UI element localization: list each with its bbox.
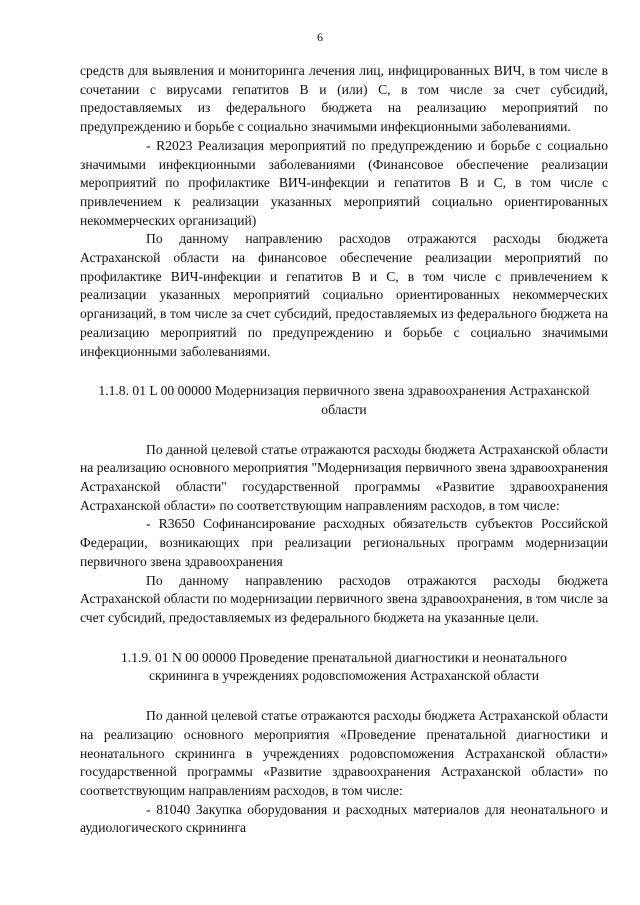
section-heading-1-1-9: 1.1.9. 01 N 00 00000 Проведение пренатальной диагностики и неонатального скрининга в учреждениях родовспоможения Астраханской области bbox=[121, 649, 567, 684]
paragraph-continuation: средств для выявления и мониторинга лечения лиц, инфицированных ВИЧ, в том числе в сочетании с вирусами гепатитов В и (или) С, в том числе за счет субсидий, предоставляемых из федерального бюджета на реализацию мероприятий по предупреждению и борьбе с социально значимыми инфекционными заболеваниями. bbox=[80, 63, 608, 135]
paragraph-r2023: - R2023 Реализация мероприятий по предупреждению и борьбе с социально значимыми инфекционными заболеваниями (Финансовое обеспечение реализации мероприятий по профилактике ВИЧ-инфекции и гепатитов В и С, в том числе с привлечением к реализации указанных мероприятий социально ориентированных некоммерческих организаций) bbox=[80, 137, 608, 228]
paragraph-1-1-9-intro: По данной целевой статье отражаются расходы бюджета Астраханской области на реализацию основного мероприятия «Проведение пренатальной диагностики и неонатального скрининга в учреждениях родовспоможения Астраханской области» государственной программы «Развитие здравоохранения Астраханской области» по соответствующим направлениям расходов, в том числе: bbox=[80, 708, 608, 798]
page-body bbox=[80, 62, 608, 838]
paragraph-r3650-description: По данному направлению расходов отражаются расходы бюджета Астраханской области по модернизации первичного звена здравоохранения, в том числе за счет субсидий, предоставляемых из федерального бюджета на указанные цели. bbox=[80, 572, 608, 625]
paragraph-r2023-description: По данному направлению расходов отражаются расходы бюджета Астраханской области на финансовое обеспечение реализации мероприятий по профилактике ВИЧ-инфекции и гепатитов В и С, в том числе с привлечением к реализации указанных мероприятий социально ориентированных некоммерческих организаций, в том числе за счет субсидий, предоставляемых из федерального бюджета на реализацию мероприятий по предупреждению и борьбе с социально значимыми инфекционными заболеваниями. bbox=[80, 231, 608, 359]
page-number: 6 bbox=[317, 30, 323, 44]
section-heading-1-1-8: 1.1.8. 01 L 00 00000 Модернизация первичного звена здравоохранения Астраханской области bbox=[98, 383, 590, 417]
paragraph-1-1-8-intro: По данной целевой статье отражаются расходы бюджета Астраханской области на реализацию основного мероприятия "Модернизация первичного звена здравоохранения Астраханской области" государственной программы «Развитие здравоохранения Астраханской области» по соответствующим направлениям расходов, в том числе: bbox=[80, 441, 608, 513]
paragraph-81040: - 81040 Закупка оборудования и расходных материалов для неонатального и аудиологического скрининга bbox=[80, 801, 608, 836]
paragraph-r3650: - R3650 Софинансирование расходных обязательств субъектов Российской Федерации, возникающих при реализации региональных программ модернизации первичного звена здравоохранения bbox=[80, 516, 608, 569]
